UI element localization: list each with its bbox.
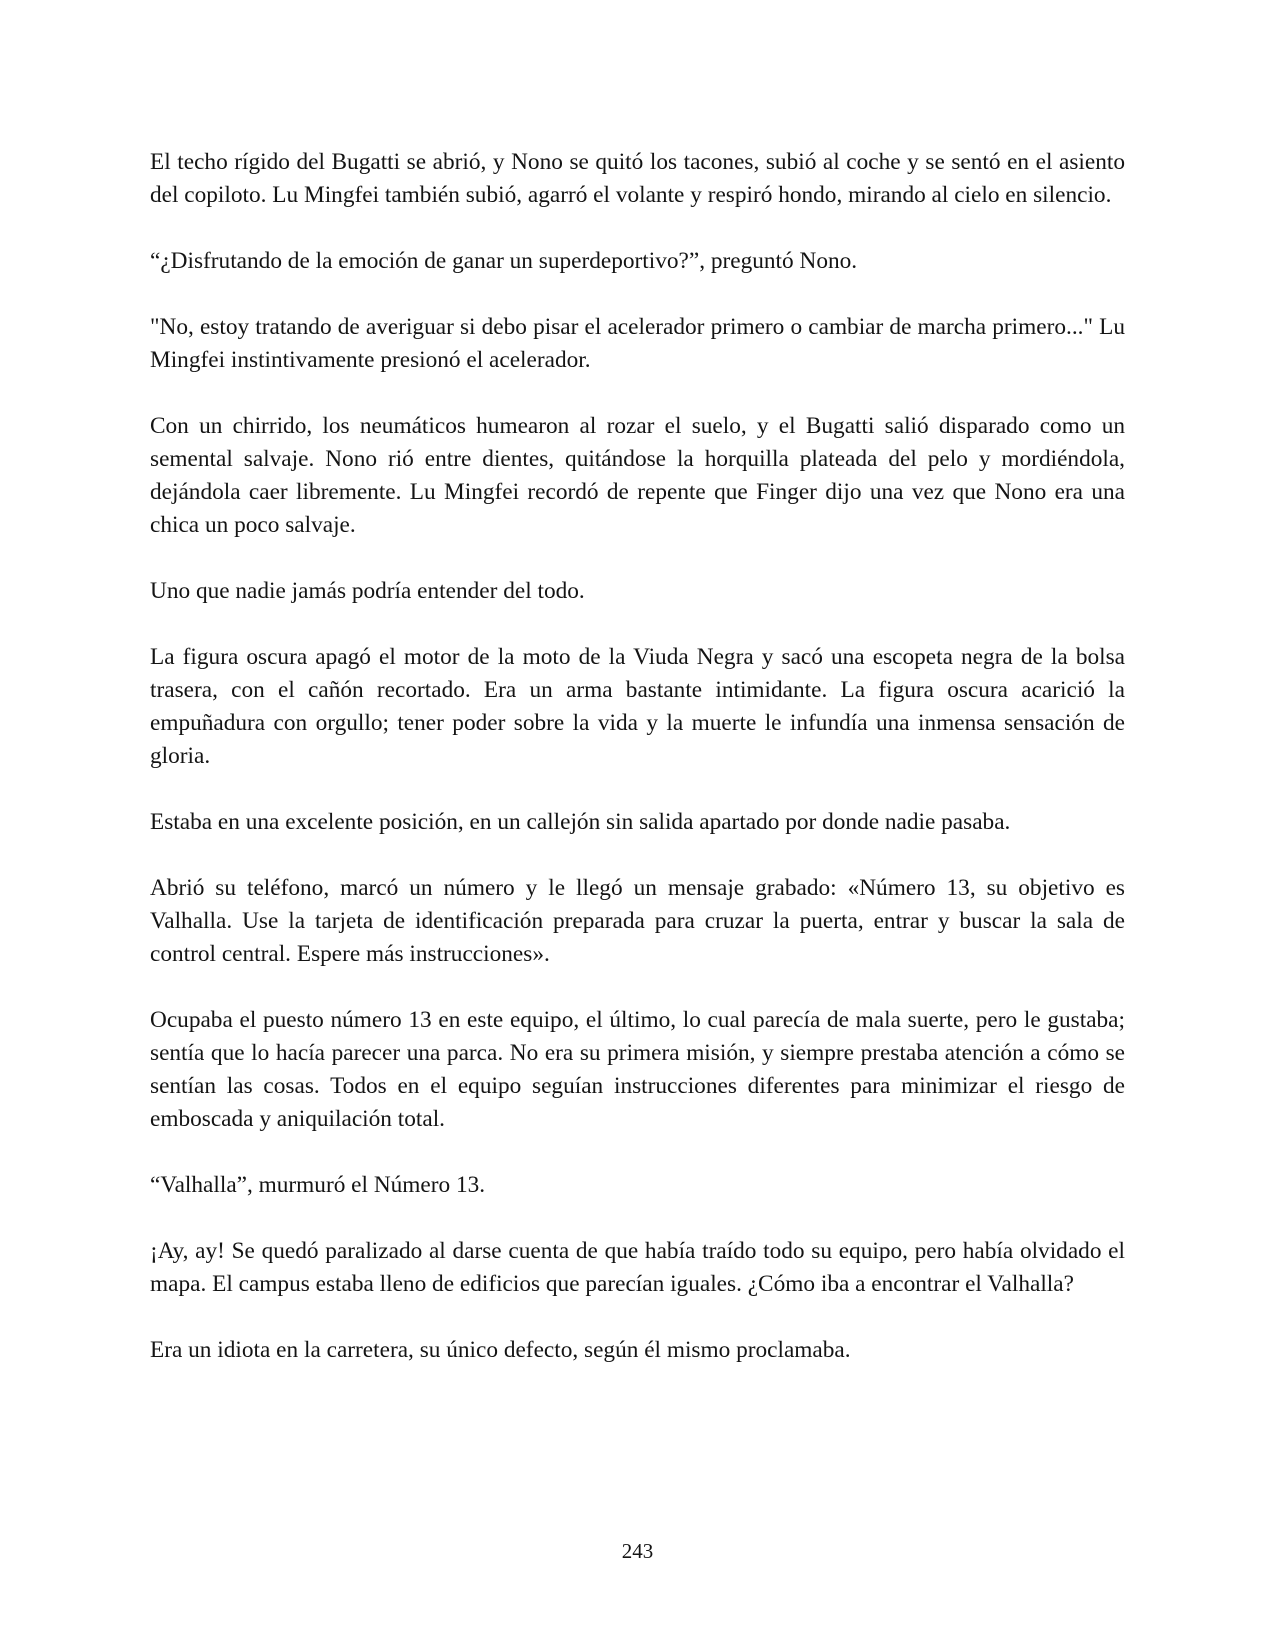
paragraph-2: “¿Disfrutando de la emoción de ganar un superdeportivo?”, preguntó Nono.	[150, 248, 858, 274]
paragraph-12: Era un idiota en la carretera, su único defecto, según él mismo proclamaba.	[150, 1337, 851, 1363]
paragraph-4: Con un chirrido, los neumáticos humearon al rozar el suelo, y el Bugatti salió disparado como un semental salvaje. Nono rió entre dientes, quitándose la horquilla plateada del pelo y mordiéndola, dejándola caer libremente. Lu Mingfei recordó de repente que Finger dijo una vez que Nono era una chica un poco salvaje.	[150, 413, 1125, 538]
paragraph-6: La figura oscura apagó el motor de la moto de la Viuda Negra y sacó una escopeta negra de la bolsa trasera, con el cañón recortado. Era un arma bastante intimidante. La figura oscura acarició la empuñadura con orgullo; tener poder sobre la vida y la muerte le infundía una inmensa sensación de gloria.	[150, 644, 1125, 769]
paragraph-3: "No, estoy tratando de averiguar si debo pisar el acelerador primero o cambiar de marcha primero..." Lu Mingfei instintivamente presionó el acelerador.	[150, 314, 1125, 373]
paragraph-5: Uno que nadie jamás podría entender del todo.	[150, 578, 585, 604]
paragraph-9: Ocupaba el puesto número 13 en este equipo, el último, lo cual parecía de mala suerte, pero le gustaba; sentía que lo hacía parecer una parca. No era su primera misión, y siempre prestaba atención a cómo se sentían las cosas. Todos en el equipo seguían instrucciones diferentes para minimizar el riesgo de emboscada y aniquilación total.	[150, 1007, 1125, 1132]
paragraph-7: Estaba en una excelente posición, en un callejón sin salida apartado por donde nadie pasaba.	[150, 809, 1011, 835]
paragraph-11: ¡Ay, ay! Se quedó paralizado al darse cuenta de que había traído todo su equipo, pero había olvidado el mapa. El campus estaba lleno de edificios que parecían iguales. ¿Cómo iba a encontrar el Valhalla?	[150, 1238, 1125, 1297]
paragraph-10: “Valhalla”, murmuró el Número 13.	[150, 1172, 486, 1198]
body-text	[150, 146, 1125, 1367]
paragraph-8: Abrió su teléfono, marcó un número y le llegó un mensaje grabado: «Número 13, su objetivo es Valhalla. Use la tarjeta de identificación preparada para cruzar la puerta, entrar y buscar la sala de control central. Espere más instrucciones».	[150, 875, 1125, 967]
page-number: 243	[621, 1539, 654, 1563]
paragraph-1: El techo rígido del Bugatti se abrió, y Nono se quitó los tacones, subió al coche y se sentó en el asiento del copiloto. Lu Mingfei también subió, agarró el volante y respiró hondo, mirando al cielo en silencio.	[150, 149, 1125, 208]
